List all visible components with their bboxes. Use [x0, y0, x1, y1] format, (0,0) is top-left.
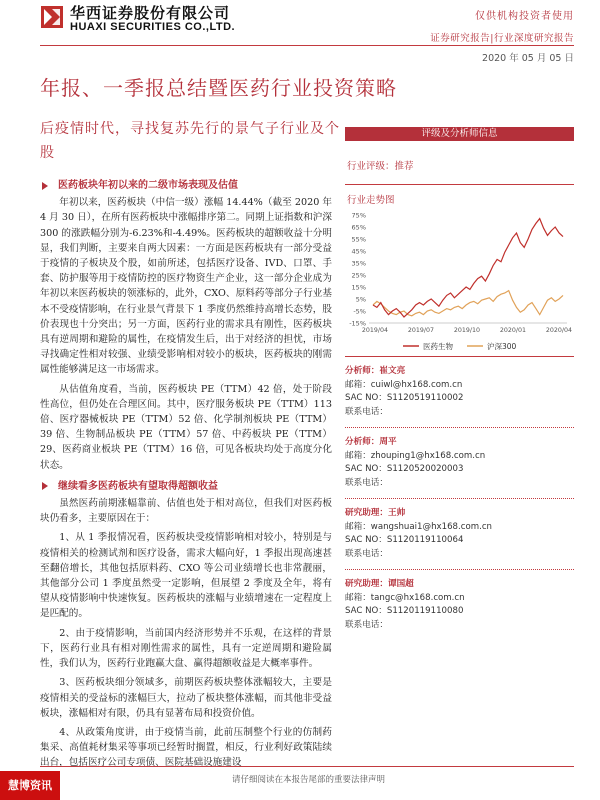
- analyst-name: 谭国超: [387, 579, 414, 589]
- body-paragraph: 2、由于疫情影响，当前国内经济形势并不乐观，在这样的背景下，医药行业具有相对刚性需求的属性，具有一定逆周期和避险属性，我们认为，医药行业跑赢大盘、赢得超额收益是大概率事件。: [40, 627, 332, 670]
- section-heading: [40, 178, 332, 193]
- info-sidebar: [345, 127, 574, 632]
- analyst-sac: S1120119110080: [386, 606, 464, 616]
- rating-label: 行业评级：: [347, 161, 395, 172]
- company-name-en: HUAXI SECURITIES CO.,LTD.: [70, 21, 236, 33]
- phone-label: 联系电话：: [345, 619, 388, 630]
- analyst-email-row: [345, 379, 574, 393]
- audience-note: 仅供机构投资者使用: [475, 11, 574, 22]
- sidebar-header: 评级及分析师信息: [345, 127, 574, 141]
- report-title: 年报、一季报总结暨医药行业投资策略: [40, 76, 397, 100]
- watermark-badge: 慧博资讯: [0, 771, 60, 800]
- email-label: 邮箱：: [345, 521, 371, 532]
- company-name-cn: 华西证券股份有限公司: [70, 4, 231, 22]
- analyst-heading: [345, 507, 574, 521]
- analyst-divider: [345, 569, 574, 570]
- body-paragraph: 3、医药板块细分领域多，前期医药板块整体涨幅较大，主要是疫情相关的受益标的涨幅巨大，拉动了板块整体涨幅，而其他非受益板块，涨幅相对有限，仍具有显著布局和投资价值。: [40, 677, 332, 719]
- analyst-block: [345, 507, 574, 561]
- analyst-email: wangshuai1@hx168.com.cn: [370, 521, 493, 532]
- analyst-heading: [345, 578, 574, 592]
- analyst-sac-row: [345, 463, 574, 477]
- analyst-email-row: [345, 521, 574, 535]
- email-label: 邮箱：: [345, 450, 371, 461]
- analyst-heading: [345, 365, 574, 379]
- analyst-email-row: [345, 592, 574, 606]
- phone-label: 联系电话：: [345, 548, 388, 559]
- analyst-email: zhouping1@hx168.com.cn: [370, 450, 486, 461]
- y-tick-label: 75%: [351, 211, 366, 220]
- analyst-email: cuiwl@hx168.com.cn: [370, 379, 463, 390]
- body-paragraph: 虽然医药前期涨幅靠前、估值也处于相对高位，但我们对医药板块仍看多，主要原因在于：: [40, 498, 332, 525]
- analyst-phone-row: [345, 406, 574, 420]
- analyst-divider: [345, 498, 574, 499]
- body-paragraph: 4、从政策角度讲，由于疫情当前，此前压制整个行业的仿制药集采、高值耗材集采等事项已经暂时搁置，相反，行业利好政策陆续出台，包括医疗公司专项债、医院基础设施建设: [40, 726, 332, 769]
- trend-chart-svg: [345, 210, 574, 338]
- analyst-divider: [345, 427, 574, 428]
- analyst-role: 分析师：: [345, 366, 380, 376]
- analyst-phone-row: [345, 619, 574, 633]
- report-date: 2020 年 05 月 05 日: [482, 53, 574, 64]
- analyst-sac-row: [345, 534, 574, 548]
- analyst-role: 研究助理：: [345, 508, 388, 518]
- analyst-name: 崔文亮: [379, 366, 406, 376]
- sac-label: SAC NO：: [345, 393, 387, 403]
- analyst-sac: S1120519110002: [386, 393, 464, 403]
- legal-notice: 请仔细阅读在本报告尾部的重要法律声明: [232, 775, 386, 785]
- chart-legend: [345, 338, 574, 352]
- y-tick-label: -15%: [349, 319, 366, 328]
- sac-label: SAC NO：: [345, 464, 387, 474]
- email-label: 邮箱：: [345, 592, 371, 603]
- analyst-email-row: [345, 450, 574, 464]
- sac-label: SAC NO：: [345, 606, 387, 616]
- sidebar-divider: [345, 184, 574, 185]
- legend-label-hs300: 沪深300: [487, 342, 517, 351]
- analyst-phone-row: [345, 477, 574, 491]
- section-heading-text: 医药板块年初以来的二级市场表现及估值: [58, 180, 238, 191]
- analyst-sac: S1120520020003: [386, 464, 464, 474]
- y-tick-label: -5%: [353, 307, 366, 316]
- phone-label: 联系电话：: [345, 406, 388, 417]
- report-type: 证券研究报告|行业深度研究报告: [430, 33, 574, 44]
- body-paragraph: 从估值角度看，当前，医药板块 PE（TTM）42 倍，处于阶段性高位，但仍处在合理区间。其中，医疗服务板块 PE（TTM）113 倍、医疗器械板块 PE（TTM）52 倍、化学制剂板块 PE（TTM）39 倍、生物制品板块 PE（TTM）57 倍、中药板块 PE（TTM）29、医药商业板块 PE（TTM）16 倍，可见各板块均处于高度分化状态。: [40, 383, 332, 471]
- y-tick-label: 25%: [351, 271, 366, 280]
- x-tick-label: 2020/01: [499, 327, 527, 334]
- phone-label: 联系电话：: [345, 477, 388, 488]
- email-label: 邮箱：: [345, 379, 371, 390]
- y-tick-label: 35%: [351, 259, 366, 268]
- section-heading-text: 继续看多医药板块有望取得超额收益: [58, 480, 218, 492]
- legend-label-pharma: 医药生物: [423, 342, 453, 351]
- y-tick-label: 45%: [351, 247, 366, 256]
- analyst-sac: S1120119110064: [386, 535, 464, 545]
- analyst-block: [345, 578, 574, 632]
- analyst-block: [345, 436, 574, 490]
- analyst-name: 周平: [379, 437, 397, 447]
- section-heading: [40, 479, 332, 494]
- analyst-phone-row: [345, 548, 574, 562]
- body-paragraph: 1、从 1 季报情况看，医药板块受疫情影响相对较小，特别是与疫情相关的检测试剂和医疗设备，需求大幅向好，1 季报出现高速甚至翻倍增长，其他包括原料药、CXO 等公司业绩增长也非常靓丽，其他部分公司 1 季度虽然受一定影响，但展望 2 季度及全年，将有望从疫情影响中快速恢复。医药板块的涨幅与业绩增速在一定程度上是匹配的。: [40, 532, 332, 620]
- analyst-heading: [345, 436, 574, 450]
- trend-chart-title: 行业走势图: [347, 195, 395, 206]
- series-line-hs300: [373, 291, 563, 316]
- x-tick-label: 2019/07: [407, 327, 435, 334]
- triangle-bullet-icon: [42, 182, 48, 190]
- y-tick-label: 55%: [351, 235, 366, 244]
- header-divider: [40, 45, 574, 46]
- x-tick-label: 2019/10: [453, 327, 481, 334]
- industry-rating: [347, 158, 574, 172]
- rating-value: 推荐: [394, 161, 414, 172]
- sac-label: SAC NO：: [345, 535, 387, 545]
- analyst-role: 分析师：: [345, 437, 380, 447]
- triangle-bullet-icon: [42, 482, 48, 490]
- x-tick-label: 2020/04: [545, 327, 573, 334]
- trend-chart: [345, 210, 574, 338]
- body-paragraph: 年初以来，医药板块（中信一级）涨幅 14.44%（截至 2020 年 4 月 30 日），在所有医药板块中涨幅排序第二。同期上证指数和沪深 300 的涨跌幅分别为-6.23%和-4.49%。医药板块的超额收益十分明显，我们判断，主要来自两大因素：一方面是医药板块有一部分受益于疫情的子板块及个股，如前所述，包括医疗设备、IVD、口罩、手套、防护服等用于疫情防控的医疗物资生产企业，这一部分企业成为年初以来医药板块的领涨标的，此外，CXO、原料药等部分子行业基本不受疫情影响，在行业景气背景下 1 季度仍然维持高增长态势，股价表现也十分突出；另一方面，医药行业的需求具有刚性，医药板块具有逆周期和避险的属性，在疫情发生后，出于对经济的担忧，市场寻找确定性相对较强、业绩受影响相对较小的板块，医药板块的刚需属性能够满足这一市场需求。: [40, 197, 332, 376]
- company-logo-icon: [40, 5, 64, 29]
- sidebar-divider: [345, 356, 574, 357]
- analyst-list: [345, 365, 574, 632]
- analyst-block: [345, 365, 574, 419]
- y-tick-label: 65%: [351, 223, 366, 232]
- report-subtitle: 后疫情时代，寻找复苏先行的景气子行业及个股: [40, 121, 340, 161]
- footer-divider: [40, 766, 574, 767]
- analyst-role: 研究助理：: [345, 579, 388, 589]
- y-tick-label: 15%: [351, 283, 366, 292]
- report-body: [40, 178, 332, 775]
- x-tick-label: 2019/04: [361, 327, 389, 334]
- analyst-name: 王帅: [387, 508, 406, 518]
- analyst-sac-row: [345, 605, 574, 619]
- y-tick-label: 5%: [355, 295, 366, 304]
- analyst-sac-row: [345, 392, 574, 406]
- analyst-email: tangc@hx168.com.cn: [370, 592, 465, 603]
- series-line-pharma: [373, 219, 563, 317]
